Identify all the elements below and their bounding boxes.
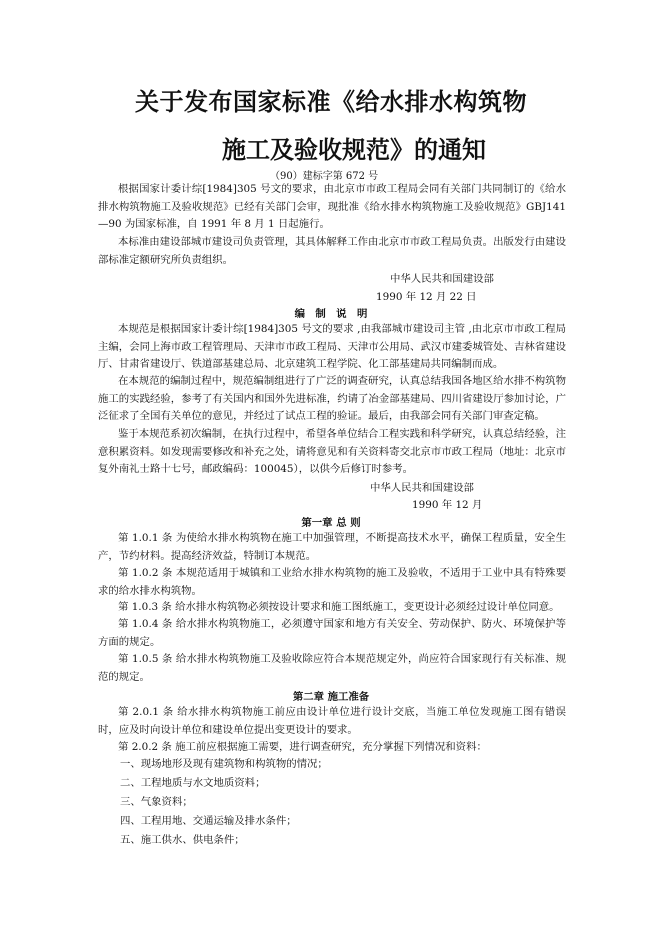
- article: 第 1.0.5 条 给水排水构筑物施工及验收除应符合本规范规定外，尚应符合国家现行有关标准、规范的规定。: [98, 653, 566, 683]
- article: 第 1.0.1 条 为使给水排水构筑物在施工中加强管理，不断提高技术水平，确保工程质量，安全生产，节约材料。提高经济效益，特制订本规范。: [98, 532, 566, 562]
- chapter-1-heading: 第一章 总 则: [301, 517, 361, 529]
- document-title-line-2: 施工及验收规范》的通知: [222, 136, 486, 164]
- list-item: 二、工程地质与水文地质资料；: [120, 777, 266, 789]
- article: 第 1.0.4 条 给水排水构筑物施工，必须遵守国家和地方有关安全、劳动保护、防火、环境保护等方面的规定。: [98, 618, 566, 648]
- list-item: 五、施工供水、供电条件；: [120, 834, 245, 846]
- compilation-signature-date: 1990 年 12 月: [412, 499, 483, 511]
- compilation-paragraph: 本规范是根据国家计委计综[1984]305 号文的要求 ,由我部城市建设司主管 ,由北京市市政工程局主编，会同上海市政工程管理局、天津市市政工程局、天津市公用局、武汉市建委城管处、吉林省建设厅、甘肃省建设厅、铁道部基建总局、北京建筑工程学院、化工部基建局共同编制而成。: [98, 323, 566, 370]
- article: 第 1.0.2 条 本规范适用于城镇和工业给水排水构筑物的施工及验收，不适用于工业中具有特殊要求的给水排水构筑物。: [98, 567, 566, 597]
- article: 第 2.0.2 条 施工前应根据施工需要，进行调查研究，充分掌握下列情况和资料：: [118, 741, 487, 753]
- compilation-signature-org: 中华人民共和国建设部: [370, 482, 474, 494]
- compilation-heading: 编 制 说 明: [294, 308, 368, 320]
- document-number: （90）建标字第 672 号: [270, 171, 379, 182]
- list-item: 三、气象资料；: [120, 796, 193, 808]
- notice-signature-date: 1990 年 12 月 22 日: [376, 291, 477, 303]
- list-item: 一、现场地形及现有建筑物和构筑物的情况；: [120, 758, 328, 770]
- notice-signature-org: 中华人民共和国建设部: [390, 273, 494, 285]
- notice-paragraph: 根据国家计委计综[1984]305 号文的要求，由北京市市政工程局会同有关部门共同制订的《给水排水构筑物施工及验收规范》已经有关部门会审，现批准《给水排水构筑物施工及验收规范》GBJ141—90 为国家标准，自 1991 年 8 月 1 日起施行。: [98, 183, 566, 230]
- notice-paragraph: 本标准由建设部城市建设司负责管理，其具体解释工作由北京市市政工程局负责。出版发行由建设部标准定额研究所负责组织。: [98, 236, 566, 266]
- document-title-line-1: 关于发布国家标准《给水排水构筑物: [135, 88, 527, 116]
- requirements-list: [120, 755, 328, 850]
- compilation-paragraph: 鉴于本规范系初次编制，在执行过程中，希望各单位结合工程实践和科学研究，认真总结经验，注意积累资料。如发现需要修改和补充之处，请将意见和有关资料寄交北京市市政工程局（地址：北京市复外南礼士路十七号，邮政编码：100045），以供今后修订时参考。: [98, 428, 566, 475]
- chapter-2-heading: 第二章 施工准备: [292, 691, 370, 703]
- article: 第 1.0.3 条 给水排水构筑物必须按设计要求和施工图纸施工，变更设计必须经过设计单位同意。: [118, 601, 560, 613]
- article: 第 2.0.1 条 给水排水构筑物施工前应由设计单位进行设计交底，当施工单位发现施工图有错误时，应及时向设计单位和建设单位提出变更设计的要求。: [98, 706, 566, 736]
- list-item: 四、工程用地、交通运输及排水条件；: [120, 815, 297, 827]
- compilation-paragraph: 在本规范的编制过程中，规范编制组进行了广泛的调查研究，认真总结我国各地区给水排不构筑物施工的实践经验，参考了有关国内和国外先进标准，约请了冶金部基建局、四川省建设厅参加讨论，广泛征求了全国有关单位的意见，并经过了试点工程的验证。最后，由我部会同有关部门审查定稿。: [98, 375, 566, 422]
